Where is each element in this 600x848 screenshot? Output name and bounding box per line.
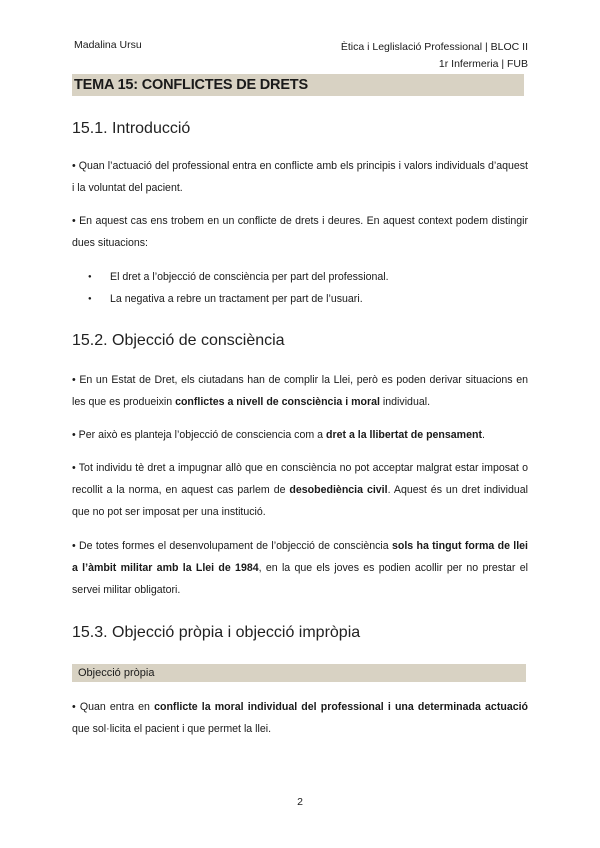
paragraph-objection-1: • En un Estat de Dret, els ciutadans han de complir la Llei, però es poden derivar situacions en les que es produeixin conflictes a nivell de consciència i moral individual. <box>72 374 528 408</box>
header-course <box>341 39 528 73</box>
header-course-line1: Ètica i Leglislació Professional | BLOC II <box>340 41 528 53</box>
paragraph-objection-2: • Per això es planteja l’objecció de consciencia com a dret a la llibertat de pensament. <box>72 429 485 441</box>
subheading-objeccio-propia: Objecció pròpia <box>72 664 526 682</box>
paragraph-types-1: • Quan entra en conflicte la moral individual del professional i una determinada actuació que sol·licita el pacient i que permet la llei. <box>72 701 529 735</box>
paragraph-intro-1: • Quan l’actuació del professional entra en conflicte amb els principis i valors individuals d’aquest i la voluntat del pacient. <box>72 160 528 194</box>
list-item <box>90 288 363 310</box>
section-heading-intro: 15.1. Introducció <box>72 120 191 137</box>
section-heading-objection: 15.2. Objecció de consciència <box>72 332 285 349</box>
header-author: Madalina Ursu <box>74 39 142 51</box>
paragraph-objection-4: • De totes formes el desenvolupament de l’objecció de consciència sols ha tingut forma de llei a l’àmbit militar amb la Llei de 1984, en la que els joves es podien acollir per no prestar el servei militar obligatori. <box>72 540 528 596</box>
list-item-text: El dret a l’objecció de consciència per part del professional. <box>110 271 389 283</box>
chapter-title: TEMA 15: CONFLICTES DE DRETS <box>72 74 524 96</box>
list-item-text: La negativa a rebre un tractament per part de l’usuari. <box>110 293 363 305</box>
paragraph-objection-3: • Tot individu tè dret a impugnar allò que en consciència no pot acceptar malgrat estar imposat o recollit a la norma, en aquest cas parlem de desobediència civil. Aquest és un dret individual que no pot ser imposat per una institució. <box>72 462 529 518</box>
page-number: 2 <box>297 796 303 808</box>
list-item <box>90 266 389 288</box>
header-course-line2: 1r Infermeria | FUB <box>438 58 528 70</box>
section-heading-types: 15.3. Objecció pròpia i objecció impròpia <box>72 624 361 641</box>
paragraph-intro-2: • En aquest cas ens trobem en un conflicte de drets i deures. En aquest context podem distingir dues situacions: <box>72 215 528 249</box>
